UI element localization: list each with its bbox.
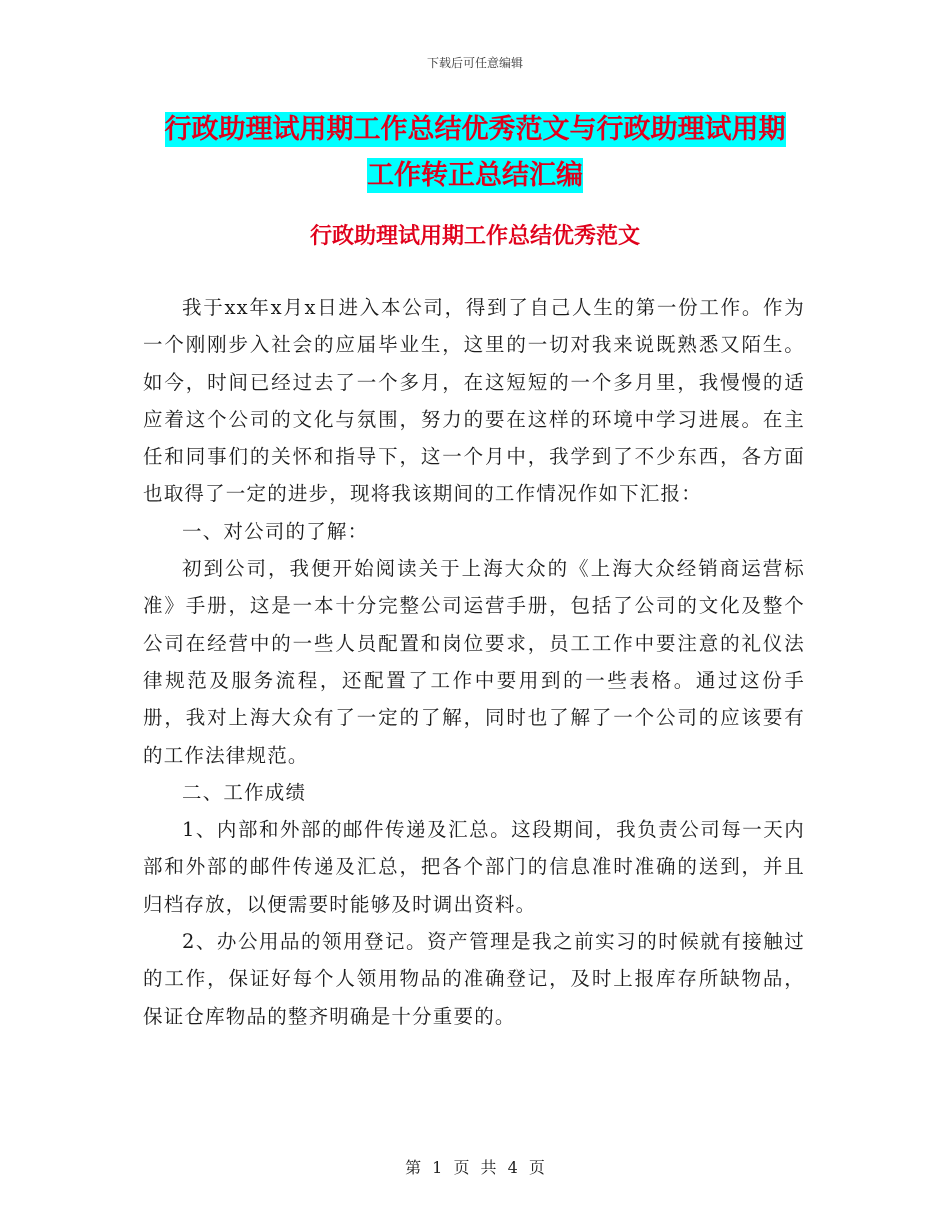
paragraph-mail-delivery: 1、内部和外部的邮件传递及汇总。这段期间，我负责公司每一天内部和外部的邮件传递及汇总，把各个部门的信息准时准确的送到，并且归档存放，以便需要时能够及时调出资料。 — [143, 818, 805, 916]
section-title: 行政助理试用期工作总结优秀范文 — [309, 223, 640, 249]
document-title — [140, 107, 810, 199]
document-body — [143, 289, 805, 1035]
paragraph-intro: 我于xx年x月x日进入本公司，得到了自己人生的第一份工作。作为一个刚刚步入社会的应届毕业生，这里的一切对我来说既熟悉又陌生。如今，时间已经过去了一个多月，在这短短的一个多月里，我慢慢的适应着这个公司的文化与氛围，努力的要在这样的环境中学习进展。在主任和同事们的关怀和指导下，这一个月中，我学到了不少东西，各方面也取得了一定的进步，现将我该期间的工作情况作如下汇报： — [143, 296, 805, 506]
paragraph-company-understanding: 初到公司，我便开始阅读关于上海大众的《上海大众经销商运营标准》手册，这是一本十分完整公司运营手册，包括了公司的文化及整个公司在经营中的一些人员配置和岗位要求，员工工作中要注意的礼仪法律规范及服务流程，还配置了工作中要用到的一些表格。通过这份手册，我对上海大众有了一定的了解，同时也了解了一个公司的应该要有的工作法律规范。 — [143, 557, 805, 767]
document-title-line-2: 工作转正总结汇编 — [367, 160, 583, 191]
paragraph-office-supplies: 2、办公用品的领用登记。资产管理是我之前实习的时候就有接触过的工作，保证好每个人领用物品的准确登记，及时上报库存所缺物品，保证仓库物品的整齐明确是十分重要的。 — [143, 930, 805, 1028]
document-title-line-1: 行政助理试用期工作总结优秀范文与行政助理试用期 — [164, 114, 786, 145]
heading-company-understanding: 一、对公司的了解： — [182, 519, 369, 543]
heading-work-achievements: 二、工作成绩 — [182, 780, 307, 804]
page-footer: 第 1 页 共 4 页 — [405, 1158, 545, 1177]
header-note: 下载后可任意编辑 — [426, 56, 523, 70]
